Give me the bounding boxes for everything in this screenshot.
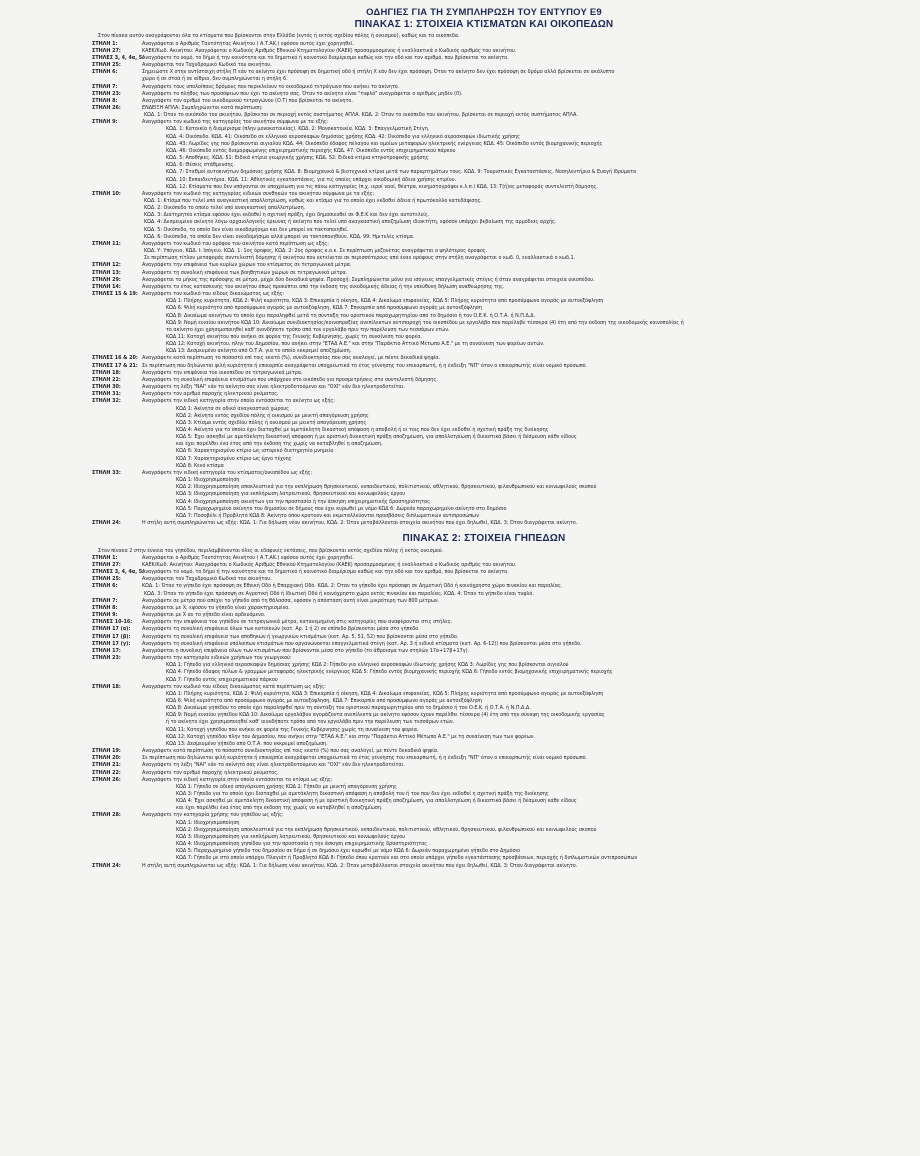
column-label: ΣΤΗΛΗ 23: [92,655,121,662]
table2-line [92,683,904,691]
column-label: ΣΤΗΛΕΣ 17 & 21: [92,362,138,369]
column-label: ΣΤΗΛΗ 17 (γ): [92,640,131,647]
column-label: ΣΤΗΛΗ 24: [92,520,121,527]
instruction-text: ΚΩΔ. 3: Διατηρητέο κτίσμα εφόσον έχει εκδοθεί η σχετική πράξη, έχει δημοσιευθεί σε Φ.Ε.Κ και δεν έχει αυτοτελείς. [144,212,430,219]
column-label: ΣΤΗΛΗ 28: [92,812,121,819]
column-label: ΣΤΗΛΗ 1: [92,554,118,561]
instruction-text: Αναγράφετε τον αριθμό του οικοδομικού τετραγώνου (Ο.Τ) που βρίσκεται το ακίνητο. [142,97,353,104]
instruction-text: Αναγράφετε την κατηγορία χρήσης του γηπέδου ως εξής: [142,812,284,819]
table2-line [92,762,904,769]
instruction-text: Αναγράφετε τον αριθμό παροχής ηλεκτρικού ρεύματος. [142,769,279,776]
table1-line [104,499,904,506]
instruction-text: ΚΩΔ 7: Χαρακτηρισμένο κτίριο ως έργο τέχνης [176,455,292,462]
instruction-text: Αναγράφετε την επιφάνεια των κυρίων χώρων του κτίσματος σε τετραγωνικά μέτρα. [142,262,352,269]
table1-line [104,513,904,520]
column-label: ΣΤΗΛΗ 31: [92,391,121,398]
column-label: ΣΤΗΛΗ 6: [92,583,118,590]
table1-line [104,313,904,320]
instruction-text: Αναγράφετε τον κωδικό της κατηγορίας ειδικών συνθηκών του ακινήτου σύμφωνα με τα εξής: [142,190,375,197]
column-label: ΣΤΗΛΗ 18: [92,369,121,376]
table1-line [92,269,904,277]
table2-line [104,734,904,741]
column-label: ΣΤΗΛΗ 22: [92,376,121,383]
instruction-text: Αναγράφεται τον Ταχυδρομικό Κωδικό του ακινήτου. [142,62,272,69]
table1-line [92,90,904,98]
instruction-text: Στον πίνακα 2 στην έννοια του γηπέδου, περιλαμβάνονται όλες οι εδαφικές εκτάσεις, που βρίσκονται εκτός σχεδίου πόλης ή εκτός οικισμού. [98,547,444,554]
table2-title: ΠΙΝΑΚΑΣ 2: ΣΤΟΙΧΕΙΑ ΓΗΠΕΔΩΝ [402,533,566,545]
instruction-text: ΚΩΔ 5: Παραχωρημένο ακίνητο του δημοσίου σε δήμους που έχει κυρωθεί με νόμο ΚΩΔ 6: Δωρεάν παραχωρημένο ακίνητο στο δημόσιο [176,505,507,512]
column-label: ΣΤΗΛΕΣ 3, 4, 4α, 5: [92,569,145,576]
column-label: ΣΤΗΛΗ 1: [92,40,118,47]
table1-line [104,169,904,176]
table1-line [92,520,904,527]
instruction-text: ΚΩΔ 5: Παραχωρημένο γήπεδο του δημοσίου σε δήμο ή σε δημόσιο έχει κυρωθεί με νόμο ΚΩΔ 6: Δωρεάν παραχωρημένο γήπεδο στο Δημόσιο [176,848,521,855]
table2-line [92,769,904,777]
column-label: ΣΤΗΛΗ 18: [92,683,121,690]
instruction-text: Αναγράφεται η συνολική επιφάνεια όλων των κτισμάτων που βρίσκονται μέσα στο γήπεδο (το άθροισμα των στηλών 17α+17β+17γ). [142,647,469,654]
column-label: ΣΤΗΛΗ 13: [92,269,121,276]
instruction-text: ΚΩΔ. 46: Οικόπεδο εντός διαμορφωμένης επιχειρηματικής περιοχής ΚΩΔ. 47: Οικόπεδο εντός επιχειρηματικού πάρκου [166,147,456,154]
instruction-text: Αναγράφετε τη λέξη "ΝΑΙ" εάν το ακίνητο σας είναι ηλεκτροδοτούμενο και "ΟΧΙ" εάν δεν ηλεκτροδοτείται. [142,384,405,391]
instruction-text: και έχει παρέλθει ένα έτος από την έκδοση της χωρίς να καταβληθεί η αποζημίωση. [176,805,383,812]
column-label: ΣΤΗΛΗ 27: [92,47,121,54]
column-label: ΣΤΗΛΗ 10: [92,190,121,197]
column-label: ΣΤΗΛΗ 7: [92,597,118,604]
instruction-text: ΚΩΔ. 1: Κατοικία ή διαμέρισμα (πλην μονοκατοικίας). ΚΩΔ. 2: Μονοκατοικία. ΚΩΔ. 3: Επαγγελματική Στέγη. [166,126,430,133]
table1-line [104,227,904,234]
instruction-text: Αναγράφετε την κατηγορία ειδικών χρήσεων του γεωργικού: [142,655,292,662]
instruction-text: ΚΩΔ 6: Χαρακτηρισμένο κτίριο ως ιστορικό διατηρητέο μνημείο [176,448,334,455]
instruction-text: ΚΩΔ 1: Ιδιοχρησιμοποίηση [176,819,240,826]
column-label: ΣΤΗΛΗ 33: [92,469,121,476]
table1-line [104,134,904,141]
column-label: ΣΤΗΛΗ 25: [92,62,121,69]
table1-line [104,413,904,420]
table1-instructions [92,33,904,527]
instruction-text: Αναγράφετε τον κωδικό του είδους δικαιώματος κατά περίπτωση ως εξής: [142,683,326,690]
table2-line [104,784,904,791]
table2-line [104,719,904,726]
table1-line [92,283,904,291]
table1-line [104,219,904,226]
instruction-text: ΚΩΔ. 1: Όταν το γήπεδο έχει πρόσοψη σε Εθνική Οδό ή Επαρχιακή Οδό. ΚΩΔ. 2: Όταν το γήπεδο έχει πρόσοψη σε Δημοτική Οδό ή κοινόχρηστο χώρο πινακίου και παραλίας. [142,583,563,590]
table1-line [104,506,904,513]
column-label: ΣΤΗΛΗ 8: [92,604,118,611]
table2-line [104,820,904,827]
table2-instructions [92,547,904,870]
instruction-text: Αναγράφετε τη συνολική επιφάνεια κτισμάτων που υπάρχουν στο οικόπεδο για προσμετρήσεις στο συντελεστή δόμησης. [142,376,438,383]
column-label: ΣΤΗΛΗ 17 (β): [92,633,131,640]
instruction-text: Αναγράφετε σε μέτρα πού απέχει το γήπεδο από τη θάλασσα, εφόσον η απόσταση αυτή είναι μικρότερη των 800 μέτρων. [142,597,440,604]
table1-line [92,398,904,405]
column-label: ΣΤΗΛΗ 12: [92,262,121,269]
table1-line [92,262,904,269]
table2-line [92,640,904,648]
instruction-text: Αναγράφετε τη λέξη "ΝΑΙ" εάν το ακίνητό σας είναι ηλεκτροδοτούμενο και "ΟΧΙ" εάν δεν ηλεκτροδοτείται. [142,762,405,769]
table2-line [104,727,904,734]
column-label: ΣΤΗΛΕΣ 10-16: [92,619,133,626]
table1-line [104,406,904,413]
instruction-text: ΚΩΔ 11: Κατοχή ακινήτου που ανήκει σε φορέα της Γενικής Κυβέρνησης, χωρίς τη συναίνεση του φορέα. [166,333,422,340]
instruction-text: ΚΩΔ 1: Γήπεδο σε οδικό απαγόρευση χρήσης ΚΩΔ 2: Γήπεδο με μεικτή απαγόρευση χρήσης [176,783,397,790]
column-label: ΣΤΗΛΗ 22: [92,769,121,776]
table2-line [104,827,904,834]
column-label: ΣΤΗΛΕΣ 3, 4, 4α, 5: [92,54,145,61]
instruction-text: ΚΩΔ 9: Νομή ενιαίου γηπέδου ΚΩΔ 10: Δικαίωμα εργολάβου αγοράζοντα ανεπίλεκτα με ακίνητο εφόσον έχουν παρέλθει τέσσερα (4) έτη από την σύναψη της οικοδομικής εργασίας [166,712,605,719]
instruction-text: ΚΩΔ. 43: Λωρίδες γης που βρίσκονται αιγιαλού ΚΩΔ. 44: Οικόπεδο έδαφος πέλαγου και ομοίων μεταφορών ηλεκτρικής ενέργειας ΚΩΔ. 45: Οικόπεδο εντός βιομηχανικής περιοχής [166,140,603,147]
instruction-text: Αναγράφετε κατά περίπτωση το ποσοστό επί τοις εκατό (%), συνιδιοκτησίας που σας αναλογεί, με πέντε δεκαδικά ψηφία. [142,355,441,362]
column-label: ΣΤΗΛΗ 17 (α): [92,626,131,633]
column-label: ΣΤΗΛΗ 24: [92,862,121,869]
instruction-text: ΚΩΔ 1: Πλήρης κυριότητα, ΚΩΔ 2: Ψιλή κυριότητα, ΚΩΔ 3: Επικαρπία ή οίκηση, ΚΩΔ 4: Δικαίωμα επιφανείας, ΚΩΔ 5: Πλήρης κυριότητα από προσύμφωνο αγοράς με αυτοεξόφληση [166,298,604,305]
column-label: ΣΤΗΛΗ 7: [92,83,118,90]
table1-line [92,83,904,91]
instruction-text: ΚΩΔ 2: Ιδιοχρησιμοποίηση αποκλειστικά για την εκπλήρωση θρησκευτικού, εκπαιδευτικού, πολιτιστικού, αθλητικού, θρησκευτικού, φιλανθρωπικού και κοινωφελούς σκοπού [176,484,597,491]
instruction-text: ΚΩΔ 4: Ιδιοχρησιμοποίηση ακινήτων για την προστασία ή την άσκηση επιχειρηματικής δραστηριότητας [176,498,431,505]
instruction-text: ΚΩΔ 13: Δεσμευμένο ακίνητο από Ο.Τ.Α. για το οποίο εκκρεμεί αποζημίωση. [166,348,352,355]
instruction-text: ΚΩΔ 4: Ιδιοχρησιμοποίηση γηπέδου για την προστασία ή την άσκηση επιχειρηματικής δραστηριότητας [176,841,428,848]
column-label: ΣΤΗΛΗ 30: [92,384,121,391]
instruction-text: Αναγράφεται με Χ αν το γήπεδο είναι αρδευόμενο. [142,612,266,619]
table1-line [104,184,904,191]
column-label: ΣΤΗΛΗ 20: [92,755,121,762]
column-label: ΣΤΗΛΗ 25: [92,576,121,583]
instruction-text: Σημειώστε Χ στην αντίστοιχη στήλη Π εάν το ακίνητο έχει πρόσοψη σε δημοτική οδό ή στήλη Χ εάν δεν έχει πρόσοψη. Όταν το ακίνητο δεν έχει πρόσοψη σε δρόμο αλλά βρίσκεται σε ακάλυπτο [142,69,615,76]
table1-line [92,40,904,48]
instruction-text: ΚΑΕΚ/Κωδ. Ακινήτου: Αναγράφεται ο Κωδικός Αριθμός Εθνικού Κτηματολογίου (ΚΑΕΚ) προσαρμοσμένος ή εναλλακτικά ο Κωδικός αριθμός του ακινήτου. [142,47,517,54]
instruction-text: Αναγράφετε κατά περίπτωση το ποσοστό συνιδιοκτησίας επί τοις εκατό (%) που σας αναλογεί, με πέντε δεκαδικά ψηφία. [142,748,439,755]
instruction-text: ΚΩΔ 2: Ιδιοχρησιμοποίηση αποκλειστικά για την εκπλήρωση θρησκευτικού, εκπαιδευτικού, πολιτιστικού, αθλητικού, θρησκευτικού, φιλανθρωπικού και κοινωφελούς σκοπού [176,826,597,833]
table2-line [92,776,904,784]
table1-line [104,420,904,427]
instruction-text: ΚΩΔ. 1: Κτίσμα που τελεί υπό αναγκαστική απαλλοτρίωση, καθώς και κτίσμα για το οποίο έχει εκδοθεί άδεια ή πρωτόκολλο κατεδάφισης. [144,198,482,205]
table1-line [92,362,904,370]
instruction-text: ΚΩΔ 3: Κτίσμα εντός σχεδίου πόλης ή οικισμού με μεικτή απαγόρευση χρήσης [176,419,367,426]
instruction-text: ΚΩΔ 7: Ποσοβέλι ή Προβλητό ΚΩΔ 8: Ακίνητο όπου κρατούν και εκμεταλλεύονται προσβάσεις διπλωματικών αντιπροσώπων [176,512,479,519]
instruction-text: το ακίνητο έχει χρησιμοποιηθεί καθ' οιονδήποτε τρόπο από τον εργολάβο πριν την παρέλευση των τεσσάρων ετών. [166,326,450,333]
instruction-text: ΚΩΔ. 10: Εκπαιδευτήρια. ΚΩΔ. 11: Αθλητικές εγκαταστάσεις, για τις οποίες υπάρχει οικοδομική άδεια χρήσης κτιρίου. [166,176,457,183]
column-label: ΣΤΗΛΗ 26: [92,104,121,111]
instruction-text: ΚΩΔ 8: Δικαίωμα ακινήτων το οποίο έχει παραληφθεί μετά τη σύνταξη του οριστικού παραχωρητηρίου από το δημόσιο ή τον Ο.Ε.Κ. ή Ο.Τ.Α. ή Ν.Π.Δ.Δ. [166,312,536,319]
table2-line [92,812,904,819]
table1-line [92,97,904,105]
table1-line [92,47,904,55]
instruction-text: ΚΩΔ 11: Κατοχή γηπέδου που ανήκει σε φορέα της Γενικής Κυβέρνησης χωρίς τη συναίνεση του φορέα. [166,726,419,733]
instruction-text: Η στήλη αυτή συμπληρώνεται ως εξής: ΚΩΔ. 1: Για δήλωση νέου ακινήτου, ΚΩΔ. 2: Όταν μεταβάλλονται στοιχεία ακινήτου που έχει δηλωθεί, ΚΩΔ. 3: Όταν διαγράφεται ακίνητο. [142,520,578,527]
instruction-text: Αναγράφετε τη συνολική επιφάνεια των αποθηκών ή γεωργικών κτισμάτων (κατ. Αρ. 5, 51, 52) που βρίσκονται μέσα στο γήπεδο. [142,633,459,640]
table1-line [92,355,904,362]
table1-line [104,320,904,327]
instruction-text: Αναγράφετε τους υπολοίπους δρόμους που περικλείουν το οικοδομικό τετράγωνο που ανήκει το ακίνητο. [142,83,400,90]
instruction-text: ΚΩΔ 6: Ψιλή κυριότητα από προσύμφωνο αγοράς με αυτοεξόφληση, ΚΩΔ 7: Επικαρπία από προσύμφωνο αγοράς με αυτοεξόφληση [166,305,482,312]
instruction-text: Αναγράφετε το πλήθος των προσόψεων που έχει το ακίνητο σας. Όταν το ακίνητο είναι "τυφλό" αναγράφεται ο αριθμός μηδέν (0). [142,90,463,97]
instruction-text: ΚΩΔ 3: Γήπεδο για το οποίο έχει διαταχθεί με αμετάκλητη δικαστική απόφαση η αποβολή του ή του που δεν έχει εκδοθεί η σχετική πράξη της διοίκησης [176,791,549,798]
instruction-text: ΚΩΔ. 5: Οικόπεδο, το οποίο δεν είναι οικοδομήσιμο και δεν μπορεί να τακτοποιηθεί. [144,226,349,233]
instruction-text: ΚΩΔ. 3: Όταν το γήπεδο έχει πρόσοψη σε Αγροτική Οδό ή Ιδιωτική Οδό ή κοινόχρηστο χώρο εκτός πινακίου και παραλίας. ΚΩΔ. 4: Όταν το γήπεδο είναι τυφλό. [144,590,534,597]
instruction-text: ΚΩΔ 4: Ακίνητο για το οποίο έχει διαταχθεί με αμετάκλητη δικαστική απόφαση η αποβολή ή οι τοις που δεν έχει εκδοθεί η σχετική πράξη της διοίκησης [176,427,549,434]
column-label: ΣΤΗΛΗ 11: [92,240,121,247]
column-label: ΣΤΗΛΗ 17: [92,647,121,654]
column-label: ΣΤΗΛΗ 21: [92,762,121,769]
instruction-text: ΚΩΔ 13: Δεσμευμένο γήπεδο από Ο.Τ.Α. που εκκρεμεί αποζημίωση. [166,740,328,747]
column-label: ΣΤΗΛΗ 27: [92,562,121,569]
table1-line [104,126,904,133]
table2-line [92,597,904,605]
instruction-text: Αναγράφετε τον κωδικό της κατηγορίας του ακινήτου σύμφωνα με τα εξής: [142,119,329,126]
instruction-text: και έχει παρέλθει ένα έτος από την έκδοση της χωρίς να καταβληθεί η αποζημίωση. [176,441,383,448]
table2-line [98,548,904,555]
table1-title: ΠΙΝΑΚΑΣ 1: ΣΤΟΙΧΕΙΑ ΚΤΙΣΜΑΤΩΝ ΚΑΙ ΟΙΚΟΠΕΔΩΝ [354,18,614,30]
instruction-text: ΚΩΔ 8: Κενό κτίσμα [176,462,224,469]
instruction-text: Αναγράφετε το έτος κατασκευής του ακινήτου όπως προκύπτει από την έκδοση της οικοδομικής άδειας ή την υπεύθυνη δήλωση αναθεώρησης της. [142,283,505,290]
column-label: ΣΤΗΛΗ 29: [92,276,121,283]
column-label: ΣΤΗΛΗ 8: [92,97,118,104]
table1-line [104,148,904,155]
column-label: ΣΤΗΛΗ 14: [92,283,121,290]
column-label: ΣΤΗΛΗ 23: [92,90,121,97]
column-label: ΣΤΗΛΗ 26: [92,776,121,783]
instruction-text: ΚΩΔ 5: Έχει ασκηθεί με αμετάκλητη δικαστική απόφαση ή με οριστική διοικητική πράξη αποζημίωση, για απαλλοτρίωση ή δικαστικά βάσει ή δέσμευση κάθε είδους [176,434,577,441]
column-label: ΣΤΗΛΗ 6: [92,69,118,76]
instruction-text: Αναγράφεται ο Αριθμός Ταυτότητας Ακινήτου ( Α.Τ.ΑΚ.) εφόσον αυτός έχει χορηγηθεί. [142,554,355,561]
table1-line [104,448,904,455]
instruction-text: ΚΩΔ 1: Γήπεδο για ελληνικό αεροσκαφών δημόσιας χρήσης ΚΩΔ 2: Γήπεδο για ελληνικό αεροσκαφών ιδιωτικής χρήσης ΚΩΔ 3: Λωρίδες γης που βρίσκονται αιγιαλού [166,662,569,669]
instruction-text: ΚΩΔ 4: Έχει ασκηθεί με αμετάκλητη δικαστική απόφαση ή με οριστική διοικητική πράξη αποζημίωση, για απαλλοτρίωση ή δικαστικά βάσει ή δέσμευση κάθε είδους [176,798,577,805]
instruction-text: ΚΩΔ. 7: Σταθμοί αυτοκινήτων δημόσιας χρήσης ΚΩΔ. 8: Βιομηχανικά & βιοτεχνικά κτίρια μετά των παραρτημάτων τους. ΚΩΔ. 9: Τουριστικές Εγκαταστάσεις, Νοσηλευτήρια & Ευαγή Ιδρύματα [166,169,637,176]
instruction-text: Αναγράφετε τον αριθμό παροχής ηλεκτρικού ρεύματος. [142,391,279,398]
column-label: ΣΤΗΛΕΣ 15 & 19: [92,291,138,298]
table1-line [104,177,904,184]
table2-line [92,554,904,562]
column-label: ΣΤΗΛΗ 9: [92,612,118,619]
instruction-text: ΚΩΔ 12: Κατοχή γηπέδου πλην του Δημοσίου, που ανήκει στην "ΕΤΑΔ Α.Ε." και στην "Παράκτιο Αττικό Μέτωπο Α.Ε." με τη συναίνεση των των φορέων. [166,733,536,740]
instruction-text: ή το ακίνητο έχει χρησιμοποιηθεί καθ' οιονδήποτε τρόπο από τον εργολάβο πριν την παρέλευση των τεσσάρων ετών. [166,719,455,726]
instruction-text: Αναγράφεται ο Αριθμός Ταυτότητας Ακινήτου ( Α.Τ.ΑΚ.) εφόσον αυτός έχει χορηγηθεί. [142,40,355,47]
table2-line [92,626,904,633]
column-label: ΣΤΗΛΗ 19: [92,748,121,755]
instruction-text: Σε περίπτωση που δηλώνεται ψιλή κυριότητα ή επικαρπία αναγράφεται υποχρεωτικά το έτος γέννησης του επικαρπωτή, ή η ένδειξη "ΝΠ" όταν ο επικαρπωτής είναι νομικό πρόσωπο. [142,755,588,762]
table1-line [92,54,904,62]
instruction-text: Αναγράφετε την επιφάνεια του γηπέδου σε τετραγωνικά μέτρα, κατανεμημένη στις κατηγορίες που αναφέρονται στις στήλες. [142,619,453,626]
instruction-text: ΚΩΔ 1: Ιδιοχρησιμοποίηση [176,477,240,484]
table1-line [104,327,904,334]
instruction-text: ΚΩΔ 12: Κατοχή ακινήτου, πλην του Δημοσίου, που ανήκει στην "ΕΤΑΔ Α.Ε." και στην "Παράκτιο Αττικό Μέτωπο Α.Ε." με τη συναίνεση των φορέων αυτών. [166,341,545,348]
table2-line [92,633,904,641]
instruction-text: ΚΩΔ 9: Νομή ενιαίου ακινήτου ΚΩΔ 10: Δικαίωμα συνιδιοκτησίας/κοινοπραξίας ανεπίλεκτων αντιπαροχή του οικοπέδου με εργολάβο που παρέλαβε τέσσερα (4) έτη από την έκδοση της οικοδομικής κοινοπολίας ή [166,319,684,326]
instruction-text: Αναγράφετε την ειδική κατηγορία στην οποία εντάσσεται το ακίνητο ως εξής: [142,398,335,405]
instruction-text: ΚΩΔ 1: Πλήρης κυριότητα, ΚΩΔ 2: Ψιλή κυριότητα, ΚΩΔ 3: Επικαρπία ή οίκηση, ΚΩΔ 4: Δικαίωμα επιφανείας, ΚΩΔ 5: Πλήρης κυριότητα από προσύμφωνο αγοράς με αυτοεξόφληση [166,690,604,697]
instruction-text: Αναγράφετε την επιφάνεια του οικοπέδου σε τετραγωνικά μέτρα. [142,369,303,376]
table1-line [104,463,904,470]
instruction-text: Αναγράφετε τη συνολική επιφάνεια των βοηθητικών χώρων σε τετραγωνικά μέτρα. [142,269,348,276]
instruction-text: Αναγράφετε τον κωδικό του είδους δικαιώματος ως εξής: [142,291,285,298]
document-title: ΟΔΗΓΙΕΣ ΓΙΑ ΤΗ ΣΥΜΠΛΗΡΩΣΗ ΤΟΥ ΕΝΤΥΠΟΥ Ε9 [366,7,602,18]
table1-line [104,305,904,312]
table2-line [92,862,904,870]
instruction-text: ΚΩΔ 8: Δικαίωμα γηπέδου το οποίο έχει παραληφθεί πριν τη σύνταξη του οριστικού παραχωρητηρίου από το δημόσιο ή τον Ο.Ε.Κ. ή Ο.Τ.Α. ή Ν.Π.Δ.Δ. [166,705,531,712]
table2-line [104,677,904,684]
instruction-text: ΚΩΔ. 5: Αποθήκες. ΚΩΔ. 51: Ειδικά κτίρια γεωργικής χρήσης ΚΩΔ. 52: Ειδικά κτίρια κτηνοτροφικής χρήσης [166,155,429,162]
instruction-text: Αναγράφετε τον κωδικό του ορόφου του ακινήτου κατά περίπτωση ως εξής: [142,240,329,247]
table1-line [98,33,904,40]
instruction-text: Αναγράφετε την ειδική κατηγορία στην οποία εντάσσεται το κτίσμα ως εξής: [142,776,333,783]
table1-line [104,491,904,498]
instruction-text: ΚΩΔ 4: Γήπεδο έδαφος πύλων & γραμμών μεταφοράς ηλεκτρικής ενέργειας ΚΩΔ 5: Γήπεδο εντός βιομηχανικής περιοχής ΚΩΔ 6: Γήπεδο εντός βιομηχανικής επιχειρηματικής περιοχής [166,669,613,676]
table2-line [104,855,904,862]
table2-line [104,691,904,698]
instruction-text: Σε περίπτωση που δηλώνεται ψιλή κυριότητα ή επικαρπία αναγράφεται υποχρεωτικά το έτος γέννησης του επικαρπωτή, ή η ένδειξη "ΝΠ" όταν ο επικαρπωτής είναι νομικό πρόσωπο. [142,362,588,369]
table1-line [92,369,904,377]
table1-line [92,376,904,384]
instruction-text: ΚΩΔ. 2: Οικόπεδο το οποίο τελεί υπό αναγκαστική απαλλοτρίωση. [144,205,306,212]
instruction-text: ΚΩΔ. 12: Κτίσματα που δεν υπάγονται σε υποχρέωση για τις πάνω κατηγορίες (π.χ. ιεροί ναοί, θέατρα, κινηματογράφοι κ.λ.π.) ΚΩΔ. 13: Τ(ή)ος μεταφοράς συντελεστή δόμησης. [166,183,598,190]
instruction-text: χώρο ή σε στοά ή σε αίθριο, δεν συμπληρώνεται η στήλη 6. [142,76,288,83]
instruction-text: Αναγράφετε την ειδική κατηγορία του κτίσματος/οικοπέδου ως εξής: [142,469,313,476]
instruction-text: Αναγράφετε τη συνολική επιφάνεια υπόλοιπων κτισμάτων που οργανώνονται επαγγελματικά στέγη (κατ. Αρ. 3 ή ειδικά κτίσματα (κατ. Αρ. 6-12)) που βρίσκονται μέσα στο γήπεδο. [142,640,582,647]
instruction-text: ΚΩΔ 3: Ιδιοχρησιμοποίηση για εκπλήρωση λατρευτικού, θρησκευτικού και κοινωφελούς έργου [176,491,406,498]
table2-line [104,591,904,598]
instruction-text: ΕΝΔΕΙΞΗ ΑΠΛΑ: Συμπληρώνεται κατά περίπτωση: [142,104,263,111]
instruction-text: ΚΩΔ. 4: Δεσμευμένο ακίνητο λόγω αρχαιολογικής έρευνας ή ακίνητο που τελεί υπό αναγκαστική αποζημίωση ιδιοκτήτη, εφόσον υπάρχει βεβαίωση της αρμόδιας αρχής. [144,219,557,226]
table2-line [104,741,904,748]
table1-line [92,276,904,284]
instruction-text: Αναγράφετε το νομό, το δήμο ή την κοινότητα και το δημοτικό ή κοινοτικό διαμέρισμα καθώς και την οδό και τον αριθμό, που βρίσκεται το ακίνητο. [142,569,509,576]
table2-line [92,647,904,655]
column-label: ΣΤΗΛΗ 9: [92,119,118,126]
table2-line [92,583,904,590]
instruction-text: Αναγράφετε το νομό, το δήμο ή την κοινότητα και το δημοτικό ή κοινοτικό διαμέρισμα καθώς και την οδό και τον αριθμό, που βρίσκεται το ακίνητο. [142,54,509,61]
instruction-text: ΚΩΔ. Υ: Υπόγειο, ΚΩΔ. Ι: Ισόγειο. ΚΩΔ. 1: 1ος όροφος, ΚΩΔ. 2: 2ος όροφος κ.ο.κ. Σε περίπτωση μεζονέτας αναγράφεται ο ψηλότερος όροφος. [144,248,488,255]
table1-line [92,190,904,198]
instruction-text: ΚΩΔ. 6: Οικόπεδα, τα οποία δεν είναι οικοδομήσιμα αλλά μπορεί να τακτοποιηθούν. ΚΩΔ. 99: Ημιτελές κτίσμα. [144,233,415,240]
instruction-text: Η στήλη αυτή συμπληρώνεται ως εξής: ΚΩΔ. 1: Για δήλωση νέου ακινήτου, ΚΩΔ. 2: Όταν μεταβάλλονται στοιχεία ακινήτου που έχει δηλωθεί, ΚΩΔ. 3: Όταν διαγράφεται ακίνητο. [142,862,578,869]
instruction-text: Στον πίνακα αυτόν αναγράφονται όλα τα κτίσματα που βρίσκονται στην Ελλάδα (εντός ή εκτός σχεδίου πόλης ή οικισμού), καθώς και τα οικόπεδα. [98,33,460,40]
instruction-text: ΚΩΔ 3: Ιδιοχρησιμοποίηση για εκπλήρωση λατρευτικού, θρησκευτικού και κοινωφελούς έργου [176,833,406,840]
instruction-text: ΚΑΕΚ/Κωδ. Ακινήτου: Αναγράφεται ο Κωδικός Αριθμός Εθνικού Κτηματολογίου (ΚΑΕΚ) προσαρμοσμένος ή εναλλακτικά ο Κωδικός αριθμός του ακινήτου. [142,562,517,569]
instruction-text: ΚΩΔ 7: Γήπεδο με στο οποίο υπάρχει Πλαγιάτ ή Προβλητό ΚΩΔ 8: Γήπεδο όπου κρατούν και στο οποίο υπάρχει γήπεδο εγκατάστασης προσβάσεων, περιοχής ή διπλωματικών αντιπροσώπων [176,855,638,862]
table1-line [104,76,904,83]
instruction-text: ΚΩΔ. 6: Θέσεις στάθμευσης. [166,162,235,169]
instruction-text: ΚΩΔ 2: Ακίνητο εντός σχεδίου πόλης ή οικισμού με μεικτή απαγόρευση χρήσης [176,412,369,419]
table1-line [104,141,904,148]
instruction-text: Σε περίπτωση τίτλου μεταφοράς συντελεστή δόμησης ή ακινήτου που εκτείνεται σε περισσότερους από έναν ορόφους στην στήλη αναγράφεται ο κωδ. 0, εναλλακτικά ο κωδ.1. [144,255,576,262]
instruction-text: ΚΩΔ 1: Ακίνητα σε οδικό αναγκαστικό χώρους [176,405,290,412]
table1-line [104,456,904,463]
column-label: ΣΤΗΛΕΣ 16 & 20: [92,355,138,362]
instruction-text: ΚΩΔ. 1: Όταν το οικόπεδο του ακινήτου, βρίσκεται σε περιοχή εκτός συστήματος ΑΠΛΑ. ΚΩΔ. 2: Όταν το οικόπεδο του ακινήτου, βρίσκεται σε περιοχή εκτός συστήματος ΑΠΛΑ. [144,112,578,119]
instruction-text: ΚΩΔ 7: Γήπεδο εντός επιχειρηματικού πάρκου [166,676,278,683]
instruction-text: Αναγράφεται με Χ, εφόσον το γήπεδο είναι χαρακτηρισμένο. [142,604,290,611]
instruction-text: Αναγράφετε τη συνολική επιφάνεια όλων των κατοικιών (κατ. Αρ. 1 ή 2) σε επίπεδο βρίσκονται μέσα στο γήπεδο. [142,626,420,633]
instruction-text: Αναγράφεται το μήκος της πρόσοψης σε μέτρα, μέχρι δύο δεκαδικά ψηφία. Προσοχή: Συμπληρώνεται μόνο για ισόγειες επαγγελματικές στέγες ή όταν αναγράφεται στοιχεία οικοπέδου. [142,276,595,283]
instruction-text: ΚΩΔ. 4: Οικόπεδο. ΚΩΔ. 41: Οικόπεδο σε ελληνικό αεροσκαφών δημόσιας χρήσης ΚΩΔ. 42: Οικόπεδο για ελληνικό αεροσκαφών ιδιωτικής χρήσης [166,133,521,140]
column-label: ΣΤΗΛΗ 32: [92,398,121,405]
table1-line [104,234,904,241]
instruction-text: Αναγράφεται τον Ταχυδρομικό Κωδικό του ακινήτου. [142,576,272,583]
table2-line [104,669,904,676]
instruction-text: ΚΩΔ 6: Ψιλή κυριότητα από προσύμφωνο αγοράς με αυτοεξόφληση, ΚΩΔ 7: Επικαρπία από προσύμφωνο αγοράς με αυτοεξόφληση [166,697,482,704]
